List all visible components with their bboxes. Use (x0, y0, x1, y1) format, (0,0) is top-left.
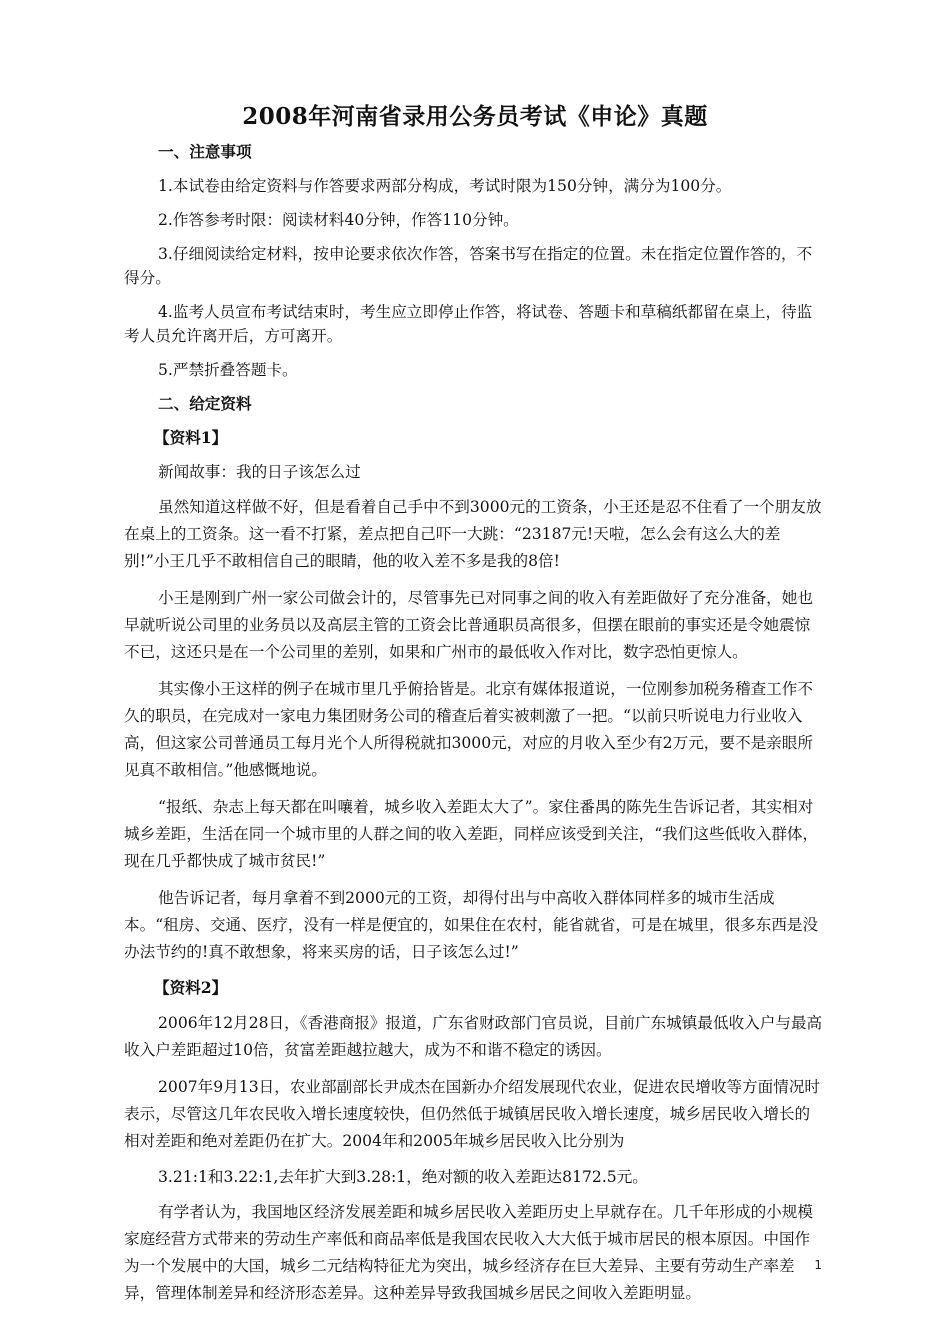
material-2-label: 【资料2】 (154, 978, 228, 997)
note-item: 1.本试卷由给定资料与作答要求两部分构成，考试时限为150分钟，满分为100分。 (158, 177, 732, 195)
material-paragraph: 小王是刚到广州一家公司做会计的，尽管事先已对同事之间的收入有差距做好了充分准备，她也早就听说公司里的业务员以及高层主管的工资会比普通职员高很多，但摆在眼前的事实还是令她震惊不已，这还只是在一个公司里的差别，如果和广州市的最低收入作对比，数字恐怕更惊人。 (124, 589, 813, 661)
document-body (124, 140, 824, 1317)
note-item: 5.严禁折叠答题卡。 (158, 361, 298, 379)
material-paragraph: “报纸、杂志上每天都在叫嚷着，城乡收入差距太大了”。家住番禺的陈先生告诉记者，其实相对城乡差距，生活在同一个城市里的人群之间的收入差距，同样应该受到关注，“我们这些低收入群体，现在几乎都快成了城市贫民!” (124, 798, 819, 870)
page-number: 1 (814, 1258, 822, 1272)
note-item: 3.仔细阅读给定材料，按申论要求依次作答，答案书写在指定的位置。未在指定位置作答的，不得分。 (124, 245, 813, 287)
section-heading-notes: 一、注意事项 (158, 142, 252, 161)
material-1-subtitle: 新闻故事：我的日子该怎么过 (158, 463, 361, 481)
note-item: 2.作答参考时限：阅读材料40分钟，作答110分钟。 (158, 211, 519, 229)
page-title: 2008年河南省录用公务员考试《申论》真题 (242, 103, 708, 130)
section-heading-materials: 二、给定资料 (158, 394, 252, 413)
note-item: 4.监考人员宣布考试结束时，考生应立即停止作答，将试卷、答题卡和草稿纸都留在桌上，待监考人员允许离开后，方可离开。 (124, 303, 813, 345)
material-paragraph: 他告诉记者，每月拿着不到2000元的工资，却得付出与中高收入群体同样多的城市生活成本。“租房、交通、医疗，没有一样是便宜的，如果住在农村，能省就省，可是在城里，很多东西是没办法节约的!真不敢想象，将来买房的话，日子该怎么过!” (124, 889, 819, 961)
material-1-label: 【资料1】 (154, 428, 228, 447)
material-paragraph: 其实像小王这样的例子在城市里几乎俯拾皆是。北京有媒体报道说，一位刚参加税务稽查工作不久的职员，在完成对一家电力集团财务公司的稽查后着实被刺激了一把。“以前只听说电力行业收入高，但这家公司普通员工每月光个人所得税就扣3000元，对应的月收入至少有2万元，要不是亲眼所见真不敢相信。”他感慨地说。 (124, 680, 813, 779)
material-paragraph: 2007年9月13日，农业部副部长尹成杰在国新办介绍发展现代农业，促进农民增收等方面情况时表示，尽管这几年农民收入增长速度较快，但仍然低于城镇居民收入增长速度，城乡居民收入增长的相对差距和绝对差距仍在扩大。2004年和2005年城乡居民收入比分别为 (124, 1078, 821, 1150)
material-paragraph: 有学者认为，我国地区经济发展差距和城乡居民收入差距历史上早就存在。几千年形成的小规模家庭经营方式带来的劳动生产率低和商品率低是我国农民收入大大低于城市居民的根本原因。中国作为一个发展中的大国，城乡二元结构特征尤为突出，城乡经济存在巨大差异、主要有劳动生产率差异，管理体制差异和经济形态差异。这种差异导致我国城乡居民之间收入差距明显。 (124, 1203, 813, 1302)
material-paragraph: 虽然知道这样做不好，但是看着自己手中不到3000元的工资条，小王还是忍不住看了一个朋友放在桌上的工资条。这一看不打紧，差点把自己吓一大跳：“23187元!天啦，怎么会有这么大的差别!”小王几乎不敢相信自己的眼睛，他的收入差不多是我的8倍! (124, 498, 822, 570)
material-paragraph: 2006年12月28日，《香港商报》报道，广东省财政部门官员说，目前广东城镇最低收入户与最高收入户差距超过10倍，贫富差距越拉越大，成为不和谐不稳定的诱因。 (124, 1014, 823, 1059)
material-paragraph: 3.21:1和3.22:1,去年扩大到3.28:1，绝对额的收入差距达8172.5元。 (158, 1168, 648, 1186)
